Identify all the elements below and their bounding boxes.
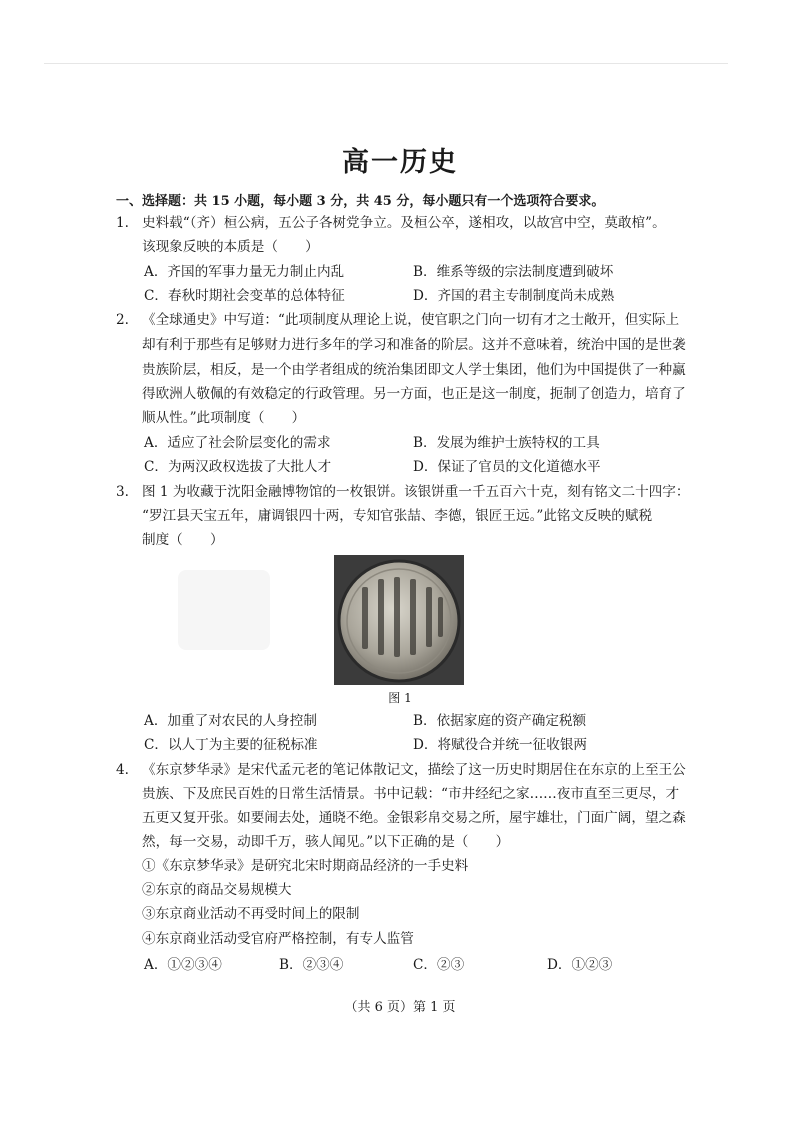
question-text: 《东京梦华录》是宋代孟元老的笔记体散记文，描绘了这一历史时期居住在东京的上至王公 <box>142 762 686 778</box>
option-a[interactable]: A．适应了社会阶层变化的需求 <box>144 435 331 451</box>
silver-cake-photo <box>334 555 464 685</box>
option-c[interactable]: C．为两汉政权选拔了大批人才 <box>144 459 332 475</box>
option-c[interactable]: C．②③ <box>413 957 465 973</box>
statement-4: ④东京商业活动受官府严格控制，有专人监管 <box>142 931 414 947</box>
question-text: 贵族阶层，相反，是一个由学者组成的统治集团即文人学士集团，他们为中国提供了一种赢 <box>142 362 686 378</box>
option-d[interactable]: D．齐国的君主专制制度尚未成熟 <box>413 288 615 304</box>
question-text: 顺从性。”此项制度（ ） <box>142 410 306 426</box>
statement-1: ①《东京梦华录》是研究北宋时期商品经济的一手史料 <box>142 858 469 874</box>
question-text: 得欧洲人敬佩的有效稳定的行政管理。另一方面，也正是这一制度，扼制了创造力，培育了 <box>142 386 686 402</box>
option-a[interactable]: A．①②③④ <box>144 957 222 973</box>
page-footer: （共 6 页）第 1 页 <box>344 1000 456 1015</box>
page-title: 高一历史 <box>342 147 458 178</box>
question-number: 1. <box>116 215 129 231</box>
figure-caption: 图 1 <box>388 691 412 705</box>
question-text: 史料载“（齐）桓公病，五公子各树党争立。及桓公卒，遂相攻，以故宫中空，莫敢棺”。 <box>142 215 666 231</box>
question-number: 3. <box>116 484 129 500</box>
question-text: 却有利于那些有足够财力进行多年的学习和准备的阶层。这并不意味着，统治中国的是世袭 <box>142 337 686 353</box>
faint-scan-mark <box>178 570 270 650</box>
statement-2: ②东京的商品交易规模大 <box>142 882 292 898</box>
option-b[interactable]: B．依据家庭的资产确定税额 <box>413 713 587 729</box>
option-d[interactable]: D．将赋役合并统一征收银两 <box>413 737 588 753</box>
question-text: 该现象反映的本质是（ ） <box>142 239 319 255</box>
question-text: 图 1 为收藏于沈阳金融博物馆的一枚银饼。该银饼重一千五百六十克，刻有铭文二十四字： <box>142 484 690 500</box>
option-b[interactable]: B．②③④ <box>279 957 344 973</box>
section-header: 一、选择题：共 15 小题，每小题 3 分，共 45 分，每小题只有一个选项符合要求。 <box>116 194 605 209</box>
question-text: 然，每一交易，动即千万，骇人闻见。”以下正确的是（ ） <box>142 834 510 850</box>
question-number: 4. <box>116 762 129 778</box>
option-c[interactable]: C．春秋时期社会变革的总体特征 <box>144 288 345 304</box>
question-number: 2. <box>116 312 129 328</box>
statement-3: ③东京商业活动不再受时间上的限制 <box>142 906 360 922</box>
option-d[interactable]: D．①②③ <box>547 957 613 973</box>
option-a[interactable]: A．加重了对农民的人身控制 <box>144 713 317 729</box>
question-text: 贵族、下及庶民百姓的日常生活情景。书中记载：“市井经纪之家……夜市直至三更尽，才 <box>142 786 680 802</box>
option-a[interactable]: A．齐国的军事力量无力制止内乱 <box>144 264 345 280</box>
option-b[interactable]: B．维系等级的宗法制度遭到破坏 <box>413 264 614 280</box>
question-text: 制度（ ） <box>142 532 224 548</box>
option-c[interactable]: C．以人丁为主要的征税标准 <box>144 737 318 753</box>
question-text: 《全球通史》中写道：“此项制度从理论上说，使官职之门向一切有才之士敞开，但实际上 <box>142 312 680 328</box>
question-text: 五更又复开张。如要闹去处，通晓不绝。金银彩帛交易之所，屋宇雄壮，门面广阔，望之森 <box>142 810 686 826</box>
silver-cake-image <box>334 555 464 685</box>
option-b[interactable]: B．发展为维护士族特权的工具 <box>413 435 600 451</box>
top-rule <box>44 63 728 64</box>
question-text: “罗江县天宝五年，庸调银四十两，专知官张喆、李德，银匠王远。”此铭文反映的赋税 <box>142 508 653 524</box>
option-d[interactable]: D．保证了官员的文化道德水平 <box>413 459 601 475</box>
